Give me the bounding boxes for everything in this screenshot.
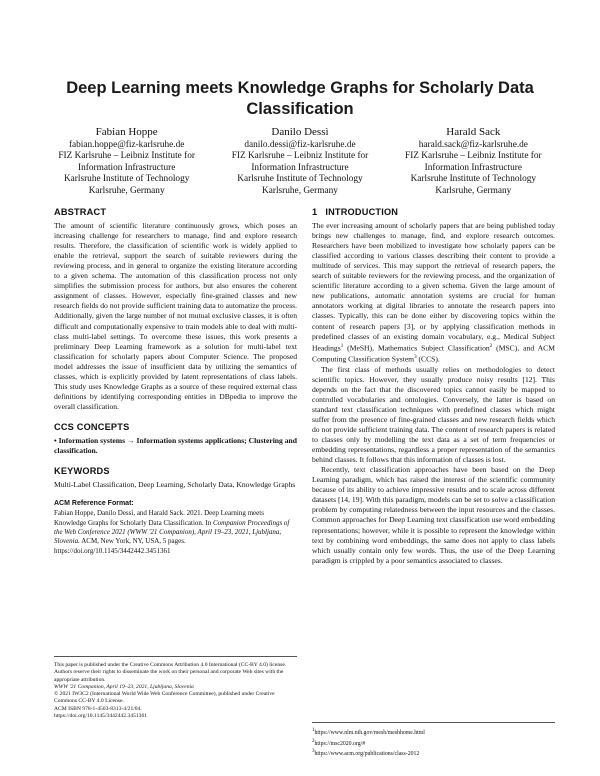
footnote-url[interactable]: https://www.acm.org/publications/class-2012 xyxy=(314,750,420,757)
intro-text: The ever increasing amount of scholarly papers that are being published today brings new challenges to manage, find, and explore research outcomes. Researchers have been mobilized to investigate how scholarly papers can be classified according to various classes describing their content to provide a multitude of services. This may support the retrieval of research papers, the search of suitable reviewers for the reviewing process, and the organization of scientific literature according to a given schema. Given the large amount of new publications, automatic annotation systems are crucial for human annotators working at digital libraries to annotate the research papers into classes. Typically, this can be done either by discovering topics within the content of research papers [3], or by applying classification methods in predefined classes of an existing domain vocabulary, e.g., Medical Subject Headings xyxy=(312,221,555,353)
section-title: INTRODUCTION xyxy=(325,207,399,217)
keywords-heading: KEYWORDS xyxy=(54,466,110,477)
author-name: Harald Sack xyxy=(446,126,501,138)
ccs-heading: CCS CONCEPTS xyxy=(54,421,130,432)
acm-reference-plain: Fabian Hoppe, Danilo Dessì, and Harald Sack. 2021. Deep Learning meets Knowledge Graphs for Scholarly Data Classification. In xyxy=(54,509,264,527)
doi-line: https://doi.org/10.1145/3442442.3451361 xyxy=(54,713,148,720)
author-affiliation: Karlsruhe Institute of Technology xyxy=(237,174,363,185)
author-block xyxy=(40,126,560,197)
left-column xyxy=(54,207,297,556)
footnote-mark: 3 xyxy=(414,355,417,361)
license-text: This paper is published under the Creative Commons Attribution 4.0 International (CC-BY 4.0) license. Authors reserve their rights to disseminate the work on their personal and corporate Web sites with the appropriate attribution. xyxy=(54,662,287,683)
author-email: danilo.dessi@fiz-karlsruhe.de xyxy=(244,140,356,150)
author-affiliation: FIZ Karlsruhe – Leibniz Institute for xyxy=(231,151,369,162)
copyright-line: © 2021 IW3C2 (International World Wide Web Conference Committee), published under Creative Commons CC-BY 4.0 License. xyxy=(54,691,275,705)
intro-paragraph-3: Recently, text classification approaches have been based on the Deep Learning paradigm, which has raised the interest of the scientific community because of its ability to achieve impressive results and to scale across different datasets [14, 19]. With this paradigm, models can be set to solve a classification problem by computing relatedness between the input resources and the classes. Common approaches for Deep Learning text classification use word embedding representations; however, while it is possible to represent the knowledge within text by combining word embeddings, the same does not apply to class labels which usually contain only few words. Thus, the use of the Deep Learning paradigm is crippled by a poor semantics associated to classes. xyxy=(312,465,555,565)
conference-line: WWW '21 Companion, April 19–23, 2021, Ljubljana, Slovenia xyxy=(54,683,194,690)
author-email: harald.sack@fiz-karlsruhe.de xyxy=(418,140,528,150)
author-affiliation: Karlsruhe Institute of Technology xyxy=(63,174,190,185)
intro-text: (MeSH), Mathematics Subject Classification xyxy=(343,343,490,353)
footnote-mark: 2 xyxy=(489,343,493,349)
author-name: Fabian Hoppe xyxy=(95,126,158,138)
paper-title: Deep Learning meets Knowledge Graphs for Scholarly Data Classification xyxy=(66,79,534,118)
ccs-text: • Information systems → Information systems applications; Clustering and classification. xyxy=(54,435,297,456)
author-1 xyxy=(40,126,213,197)
footnote-url[interactable]: https://www.nlm.nih.gov/mesh/meshhome.html xyxy=(314,729,425,736)
abstract-text: The amount of scientific literature continuously grows, which poses an increasing challenge for researchers to manage, find and explore research results. Therefore, the classification of scientific work is widely applied to enable the retrieval, support the search of suitable reviewers during the reviewing process, and in general to organize the existing literature according to a given schema. The automation of this classification process not only simplifies the submission process for authors, but also ensures the coherent assignment of classes. However, especially fine-grained classes and new research fields do not provide sufficient training data to automatize the process. Additionally, given the large number of not mutual exclusive classes, it is often difficult and computationally expensive to train models able to deal with multi-class multi-label settings. To overcome these issues, this work presents a preliminary Deep Learning framework as a solution for multi-label text classification for scholarly papers about Computer Science. The proposed model addresses the issue of insufficient data by utilizing the semantics of classes, which is explicitly provided by latent representations of class labels. This study uses Knowledge Graphs as a source of these required external class definitions by identifying corresponding entities in DBpedia to improve the overall classification. xyxy=(54,221,297,411)
intro-text: (CCS). xyxy=(416,354,440,364)
footnote-number: 3 xyxy=(312,749,315,755)
intro-heading xyxy=(312,207,555,217)
author-affiliation: Information Infrastructure xyxy=(424,162,522,173)
copyright-block xyxy=(54,656,297,720)
author-affiliation: Information Infrastructure xyxy=(251,162,349,173)
author-location: Karlsruhe, Germany xyxy=(262,185,338,196)
section-number: 1 xyxy=(312,207,318,217)
author-affiliation: Information Infrastructure xyxy=(78,162,176,173)
footnote-3 xyxy=(312,748,555,759)
acm-reference-venue: Companion Proceedings of the Web Conference 2021 (WWW '21 Companion), April 19–23, 2021, Ljubljana, Slovenia. xyxy=(54,518,290,546)
acm-reference-heading: ACM Reference Format: xyxy=(54,500,134,508)
footnote-url[interactable]: https://msc2020.org/# xyxy=(314,740,366,747)
footnote-number: 2 xyxy=(312,738,315,744)
footnotes xyxy=(312,722,555,759)
keywords-section xyxy=(54,466,297,490)
author-3 xyxy=(387,126,560,197)
author-location: Karlsruhe, Germany xyxy=(435,185,512,196)
author-email: fabian.hoppe@fiz-karlsruhe.de xyxy=(68,140,185,150)
intro-paragraph-1 xyxy=(312,221,555,365)
ccs-section xyxy=(54,422,297,456)
right-column xyxy=(312,207,555,566)
author-affiliation: Karlsruhe Institute of Technology xyxy=(410,174,537,185)
author-2 xyxy=(213,126,386,197)
isbn-line: ACM ISBN 978-1-4503-8313-4/21/04. xyxy=(54,705,142,712)
author-affiliation: FIZ Karlsruhe – Leibniz Institute for xyxy=(405,151,542,162)
author-affiliation: FIZ Karlsruhe – Leibniz Institute for xyxy=(58,151,195,162)
intro-text: (MSC), and ACM Computing Classification System xyxy=(312,343,555,364)
footnote-number: 1 xyxy=(312,728,315,733)
acm-reference-text xyxy=(54,509,297,556)
intro-paragraph-2: The first class of methods usually relies on methodologies to detect scientific topics. However, they usually produce noisy results [12]. This depends on the fact that the discovered topics cannot easily be mapped to controlled vocabularies and ontologies. Conversely, the latter is based on standard text classification techniques with predefined classes which might suffer from the presence of fine-grained classes and new research fields which do not provide sufficient training data. The content of research papers is related to classes only by modelling the text data as a set of term frequencies or embedding representations, regardless a proper representation of the semantics behind classes. It follows that this information of classes is lost. xyxy=(312,364,555,465)
acm-reference-doi: ACM, New York, NY, USA, 5 pages. https://doi.org/10.1145/3442442.3451361 xyxy=(54,537,186,555)
author-location: Karlsruhe, Germany xyxy=(88,185,165,196)
footnote-2 xyxy=(312,738,555,749)
footnote-mark: 1 xyxy=(340,343,344,349)
keywords-text: Multi-Label Classification, Deep Learning, Scholarly Data, Knowledge Graphs xyxy=(54,480,296,490)
author-name: Danilo Dessì xyxy=(271,126,329,138)
footnote-1 xyxy=(312,727,555,738)
abstract-heading: ABSTRACT xyxy=(54,207,107,217)
